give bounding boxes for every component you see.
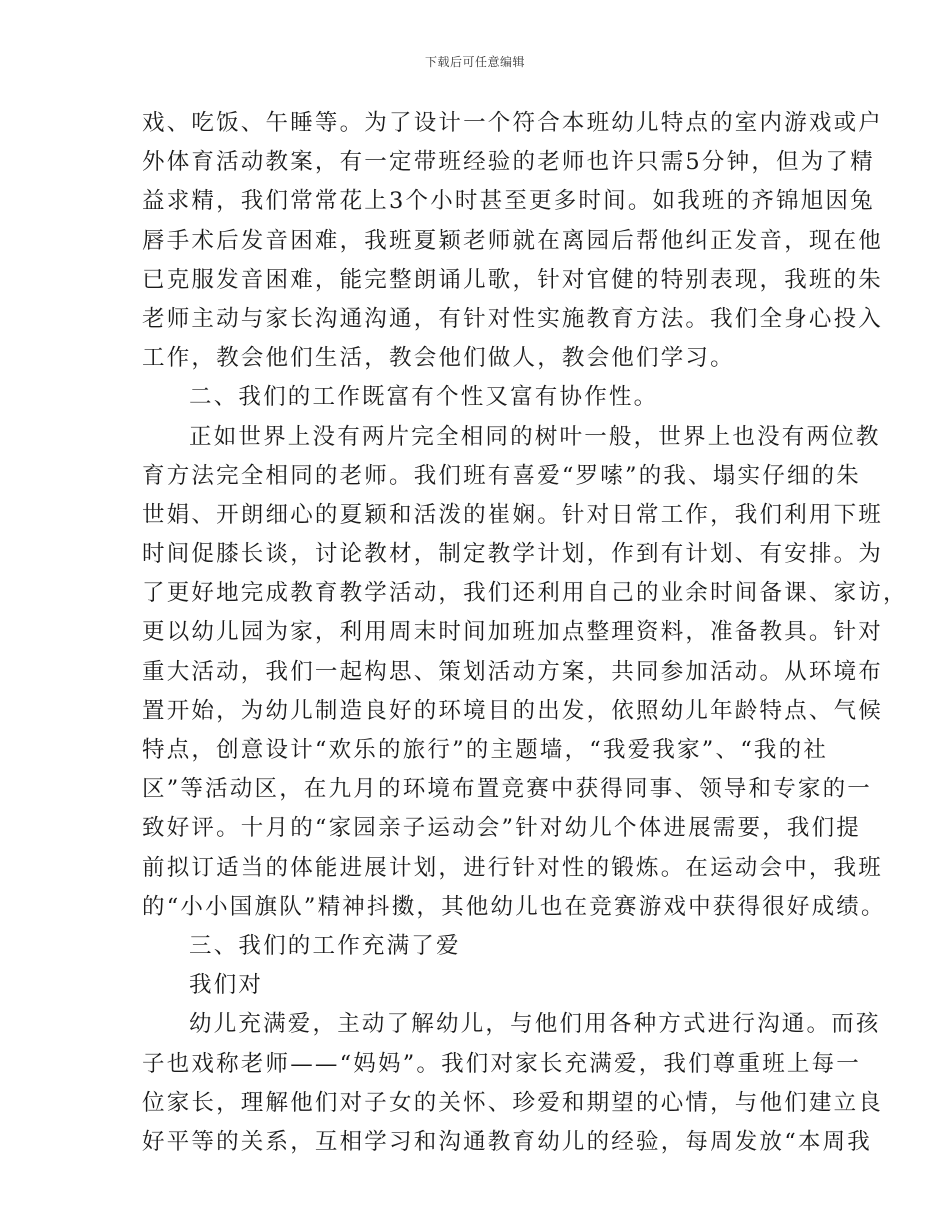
text-line: 育方法完全相同的老师。我们班有喜爱“罗嗦”的我、塌实仔细的朱 (142, 462, 862, 489)
text-line: 区”等活动区，在九月的环境布置竞赛中获得同事、领导和专家的一 (142, 776, 873, 803)
text-line: 工作，教会他们生活，教会他们做人，教会他们学习。 (142, 345, 735, 372)
text-line: 更以幼儿园为家，利用周末时间加班加点整理资料，准备教具。针对 (142, 619, 884, 646)
text-line: 了更好地完成教育教学活动，我们还利用自己的业余时间备课、家访， (142, 580, 908, 607)
text-line: 三、我们的工作充满了爱 (189, 932, 461, 959)
text-line: 前拟订适当的体能进展计划，进行针对性的锻炼。在运动会中，我班 (142, 854, 884, 881)
page-header: 下载后可任意编辑 (424, 55, 525, 69)
text-line: 时间促膝长谈，讨论教材，制定教学计划，作到有计划、有安排。为 (142, 541, 884, 568)
text-line: 重大活动，我们一起构思、策划活动方案，共同参加活动。从环境布 (142, 658, 884, 685)
text-line: 唇手术后发音困难，我班夏颖老师就在离园后帮他纠正发音，现在他 (142, 227, 884, 254)
text-line: 特点，创意设计“欢乐的旅行”的主题墙，“我爱我家”、“我的社 (142, 737, 829, 763)
text-line: 正如世界上没有两片完全相同的树叶一般，世界上也没有两位教 (189, 423, 881, 450)
text-line: 老师主动与家长沟通沟通，有针对性实施教育方法。我们全身心投入 (142, 305, 884, 332)
text-line: 益求精，我们常常花上3个小时甚至更多时间。如我班的齐锦旭因兔 (142, 188, 875, 215)
text-line: 二、我们的工作既富有个性又富有协作性。 (189, 384, 659, 411)
text-line: 位家长，理解他们对子女的关怀、珍爱和期望的心情，与他们建立良 (142, 1089, 884, 1116)
text-line: 致好评。十月的“家园亲子运动会”针对幼儿个体进展需要，我们提 (142, 815, 862, 842)
text-line: 子也戏称老师——“妈妈”。我们对家长充满爱，我们尊重班上每一 (142, 1050, 862, 1077)
text-line: 外体育活动教案，有一定带班经验的老师也许只需5分钟，但为了精 (142, 149, 875, 176)
text-line: 世娟、开朗细心的夏颖和活泼的崔娴。针对日常工作，我们利用下班 (142, 501, 884, 528)
text-line: 我们对 (189, 972, 264, 999)
text-line: 置开始，为幼儿制造良好的环境目的出发，依照幼儿年龄特点、气候 (142, 697, 884, 724)
text-line: 好平等的关系，互相学习和沟通教育幼儿的经验，每周发放“本周我 (142, 1128, 873, 1155)
text-line: 幼儿充满爱，主动了解幼儿，与他们用各种方式进行沟通。而孩 (189, 1011, 881, 1038)
document-body (142, 104, 908, 1162)
text-line: 戏、吃饭、午睡等。为了设计一个符合本班幼儿特点的室内游戏或户 (142, 110, 884, 136)
text-line: 的“小小国旗队”精神抖擞，其他幼儿也在竞赛游戏中获得很好成绩。 (142, 893, 886, 920)
text-line: 已克服发音困难，能完整朗诵儿歌，针对官健的特别表现，我班的朱 (142, 266, 884, 293)
